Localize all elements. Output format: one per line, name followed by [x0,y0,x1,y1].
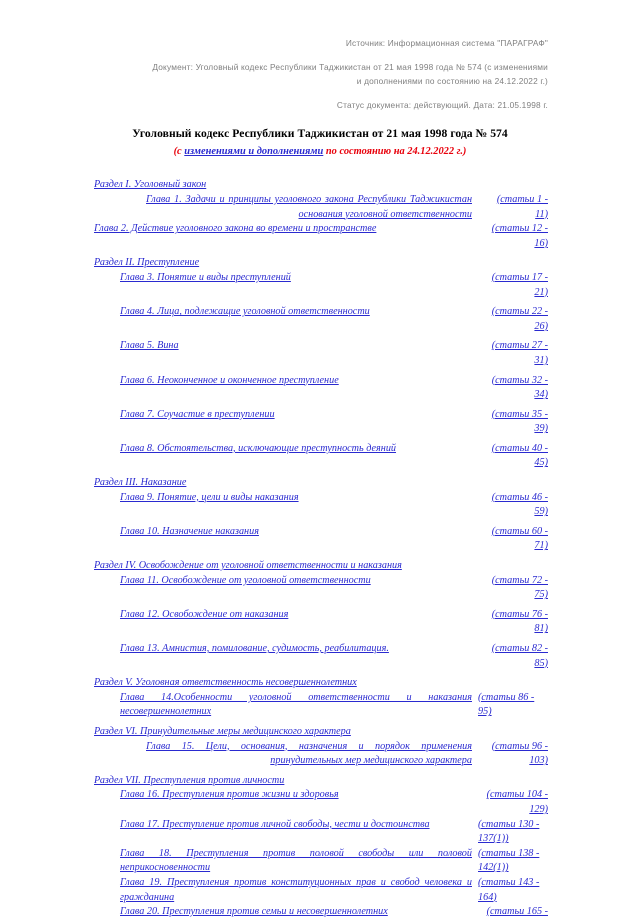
toc-chapter-link[interactable]: Глава 9. Понятие, цели и виды наказания [120,491,299,503]
toc-chapter-row [94,691,548,720]
toc-chapter-link[interactable]: Глава 7. Соучастие в преступлении [120,408,275,420]
toc-articles-link[interactable]: (статьи 46 - 59) [491,491,548,518]
header-document-line-2: и дополнениями по состоянию на 24.12.2022 г.) [356,76,548,87]
toc-chapter-row [94,525,548,554]
toc-articles-link[interactable]: (статьи 96 - 103) [491,740,548,767]
toc-chapter-link[interactable]: Глава 20. Преступления против семьи и несовершеннолетних [120,906,388,918]
toc-articles-link[interactable]: (статьи 32 - 34) [491,374,548,401]
toc-entry-title-cell [94,608,472,623]
toc-chapter-row [94,608,548,637]
toc-chapter-link[interactable]: Глава 2. Действие уголовного закона во времени и пространстве [94,223,377,235]
toc-articles-link[interactable]: (статьи 40 - 45) [491,442,548,469]
toc-entry-articles-cell [472,408,548,437]
toc-chapter-row [94,491,548,520]
toc-articles-link[interactable]: (статьи 82 - 85) [491,643,548,669]
toc-entry-articles-cell [472,574,548,603]
toc-entry-articles-cell [472,740,548,769]
toc-entry-title-cell [94,725,472,740]
toc-chapter-link[interactable]: Глава 18. Преступления против половой свободы или половой неприкосновенности [120,847,472,874]
toc-entry-title-cell [94,574,472,589]
toc-articles-link[interactable]: (статьи 86 - 95) [478,691,535,718]
toc-entry-title-cell [94,476,472,491]
toc-section-row [94,256,548,271]
toc-entry-articles-cell [472,788,548,817]
toc-chapter-link[interactable]: Глава 16. Преступления против жизни и здоровья [120,789,339,801]
header-document-line-1: Документ: Уголовный кодекс Республики Таджикистан от 21 мая 1998 года № 574 (с изменениями [152,61,548,72]
toc-entry-title-cell [94,691,472,720]
toc-articles-link[interactable]: (статьи 1 - 11) [496,193,548,220]
toc-chapter-row [94,788,548,817]
toc-chapter-link[interactable]: Глава 17. Преступление против личной свободы, чести и достоинства [120,818,430,830]
toc-articles-link[interactable]: (статьи 138 - 142(1)) [478,847,540,874]
toc-section-link[interactable]: Раздел II. Преступление [94,257,200,269]
toc-section-row [94,559,548,574]
document-header [0,0,640,112]
toc-chapter-link[interactable]: Глава 13. Амнистия, помилование, судимость, реабилитация. [120,643,389,654]
toc-chapter-link[interactable]: Глава 10. Назначение наказания [120,525,259,537]
toc-entry-articles-cell [472,691,548,720]
toc-section-row [94,476,548,491]
toc-chapter-row [94,339,548,368]
toc-entry-title-cell [94,339,472,354]
toc-entry-title-cell [94,374,472,389]
toc-entry-title-cell [94,876,472,905]
toc-entry-title-cell [94,305,472,320]
toc-entry-articles-cell [472,305,548,334]
toc-section-link[interactable]: Раздел VI. Принудительные меры медицинского характера [94,725,351,737]
toc-articles-link[interactable]: (статьи 72 - 75) [491,574,548,601]
toc-entry-title-cell [94,740,472,769]
toc-chapter-row [94,374,548,403]
toc-entry-title-cell [94,222,472,237]
toc-chapter-row [94,222,548,251]
title-block [0,126,640,159]
toc-chapter-row [94,818,548,847]
toc-entry-title-cell [94,676,472,691]
toc-chapter-row [94,642,548,671]
toc-entry-title-cell [94,256,472,271]
toc-entry-title-cell [94,491,472,506]
toc-entry-title-cell [94,442,472,457]
toc-articles-link[interactable]: (статьи 130 - 137(1)) [478,818,540,845]
toc-entry-articles-cell [472,905,548,920]
toc-entry-articles-cell [472,491,548,520]
toc-section-row [94,774,548,789]
toc-articles-link[interactable]: (статьи 22 - 26) [491,306,548,332]
toc-chapter-row [94,271,548,300]
toc-section-link[interactable]: Раздел V. Уголовная ответственность несовершеннолетних [94,677,357,689]
toc-entry-title-cell [94,847,472,876]
toc-entry-title-cell [94,193,472,222]
toc-entry-articles-cell [472,374,548,403]
toc-entry-articles-cell [472,642,548,671]
toc-entry-articles-cell [472,222,548,251]
toc-entry-title-cell [94,525,472,540]
toc-chapter-link[interactable]: Глава 12. Освобождение от наказания [120,608,289,620]
toc-entry-title-cell [94,178,472,193]
toc-chapter-row [94,876,548,905]
toc-chapter-link[interactable]: Глава 6. Неоконченное и оконченное преступление [120,374,339,386]
toc-chapter-link[interactable]: Глава 14.Особенности уголовной ответственности и наказания несовершеннолетних [120,691,472,718]
toc-entry-title-cell [94,818,472,833]
document-subtitle [96,144,544,159]
toc-chapter-link[interactable]: Глава 4. Лица, подлежащие уголовной ответственности [120,306,370,318]
toc-articles-link[interactable]: (статьи 27 - 31) [491,340,548,366]
toc-entry-title-cell [94,642,472,657]
toc-chapter-row [94,740,548,769]
toc-chapter-row [94,408,548,437]
toc-articles-link[interactable]: (статьи 165 - [486,906,548,918]
toc-chapter-row [94,193,548,222]
document-title: Уголовный кодекс Республики Таджикистан от 21 мая 1998 года № 574 [132,127,508,141]
toc-entry-title-cell [94,905,472,920]
toc-articles-link[interactable]: (статьи 60 - 71) [491,525,548,552]
toc-chapter-link[interactable]: Глава 1. Задачи и принципы уголовного закона Республики Таджикистан основания уголовной ответственности [146,193,472,220]
toc-chapter-row [94,905,548,920]
toc-entry-articles-cell [472,847,548,876]
toc-entry-articles-cell [472,525,548,554]
amendments-link[interactable]: изменениями и дополнениями [184,146,324,158]
toc-entry-articles-cell [472,339,548,368]
toc-chapter-link[interactable]: Глава 5. Вина [120,340,179,352]
toc-chapter-row [94,574,548,603]
toc-section-link[interactable]: Раздел III. Наказание [94,477,187,489]
toc-entry-title-cell [94,788,472,803]
toc-entry-articles-cell [472,193,548,222]
header-source-line: Источник: Информационная система "ПАРАГРАФ" [345,38,548,48]
subtitle-prefix: (с [173,146,185,158]
toc-section-link[interactable]: Раздел IV. Освобождение от уголовной ответственности и наказания [94,560,402,572]
header-status-line: Статус документа: действующий. Дата: 21.05.1998 г. [336,99,548,110]
toc-articles-link[interactable]: (статьи 35 - 39) [491,408,548,435]
toc-articles-link[interactable]: (статьи 143 - 164) [478,876,540,903]
toc-entry-title-cell [94,559,472,574]
toc-entry-articles-cell [472,608,548,637]
toc-articles-link[interactable]: (статьи 12 - 16) [491,223,548,249]
toc-section-link[interactable]: Раздел VII. Преступления против личности [94,774,285,786]
toc-chapter-link[interactable]: Глава 15. Цели, основания, назначения и порядок применения принудительных мер медицинского характера [146,740,472,767]
toc-chapter-row [94,442,548,471]
toc-chapter-link[interactable]: Глава 11. Освобождение от уголовной ответственности [120,574,371,586]
toc-section-row [94,178,548,193]
toc-chapter-row [94,847,548,876]
toc-articles-link[interactable]: (статьи 76 - 81) [491,608,548,635]
toc-chapter-link[interactable]: Глава 8. Обстоятельства, исключающие преступность деяний [120,442,397,454]
toc-chapter-row [94,305,548,334]
toc-entry-articles-cell [472,271,548,300]
toc-section-link[interactable]: Раздел I. Уголовный закон [94,179,207,191]
toc-entry-articles-cell [472,876,548,905]
table-of-contents [0,178,640,919]
toc-entry-articles-cell [472,442,548,471]
toc-chapter-link[interactable]: Глава 19. Преступления против конституционных прав и свобод человека и гражданина [120,876,472,903]
toc-entry-title-cell [94,408,472,423]
toc-entry-articles-cell [472,818,548,847]
toc-entry-title-cell [94,271,472,286]
toc-section-row [94,725,548,740]
subtitle-suffix: по состоянию на 24.12.2022 г.) [323,146,467,158]
toc-articles-link[interactable]: (статьи 104 - 129) [486,789,548,815]
toc-section-row [94,676,548,691]
toc-articles-link[interactable]: (статьи 17 - 21) [491,271,548,298]
toc-entry-title-cell [94,774,472,789]
toc-chapter-link[interactable]: Глава 3. Понятие и виды преступлений [120,271,291,283]
